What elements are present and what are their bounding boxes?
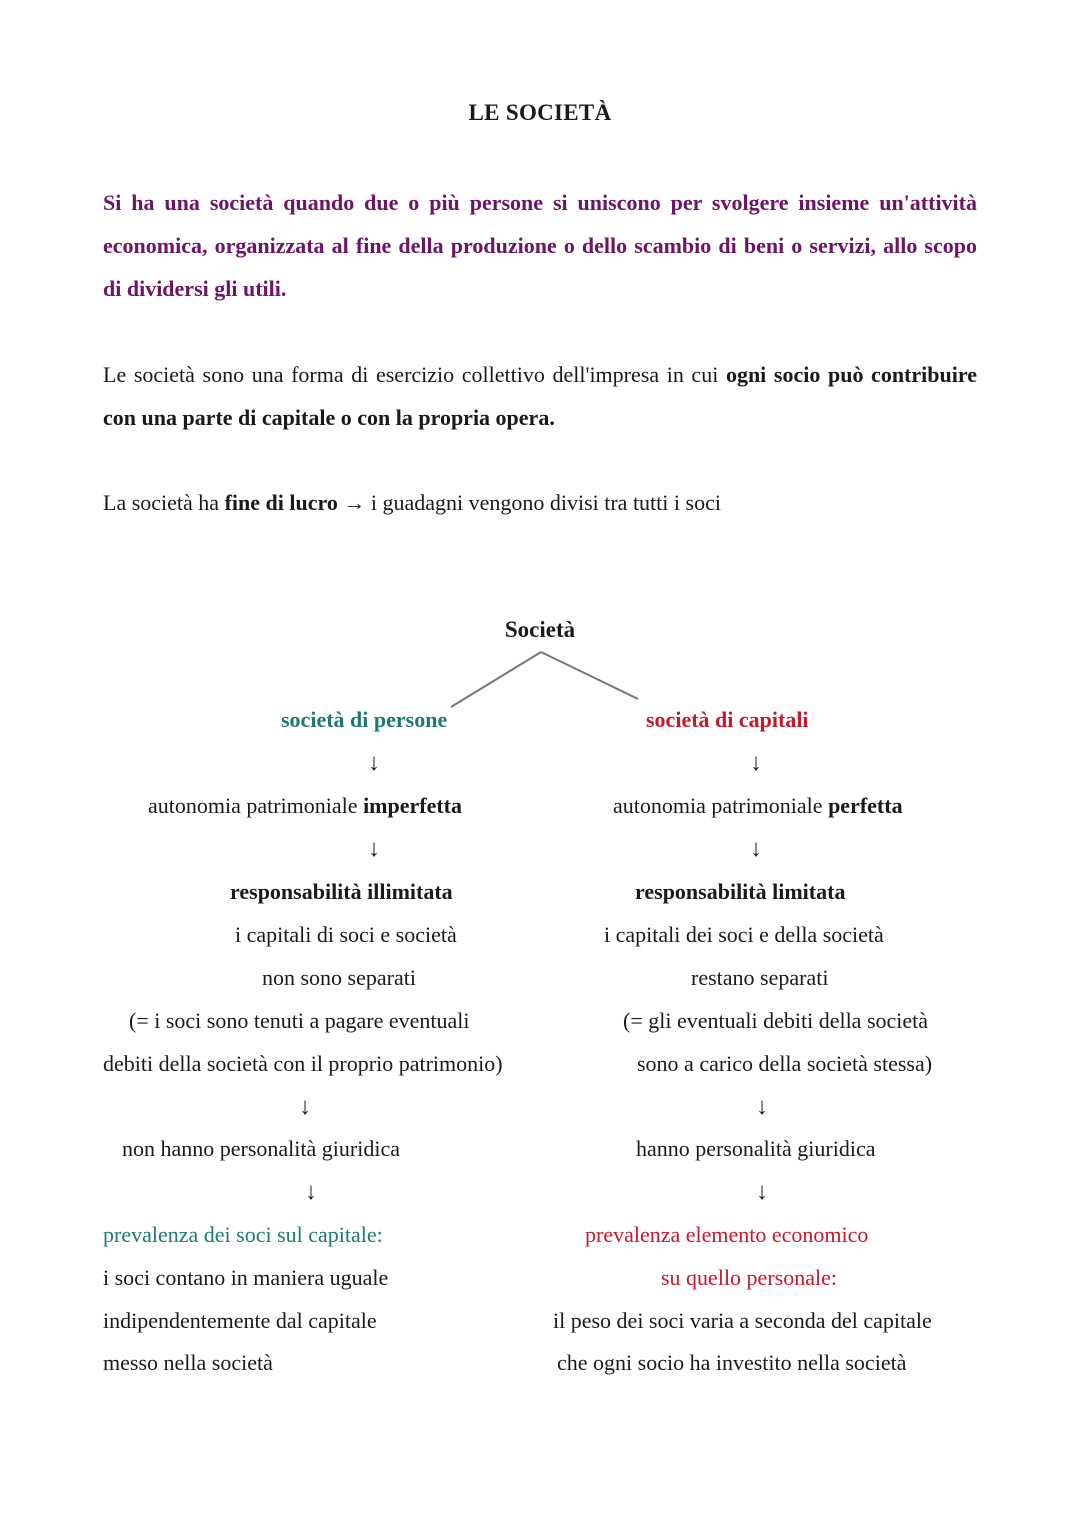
right-autonomy: [613, 791, 903, 821]
right-heading-societa-di-capitali: società di capitali: [646, 707, 809, 732]
autonomy-bold-text: perfetta: [828, 793, 903, 818]
right-note-line-1: (= gli eventuali debiti della società: [623, 1008, 929, 1033]
paragraph-text: Le società sono una forma di esercizio collettivo dell'impresa in cui: [103, 362, 726, 387]
left-capital-line-2: non sono separati: [262, 965, 416, 990]
down-arrow-icon: ↓: [756, 1179, 768, 1205]
left-autonomy: [148, 791, 462, 821]
down-arrow-icon: ↓: [750, 750, 762, 776]
left-prevalence: prevalenza dei soci sul capitale:: [103, 1222, 383, 1247]
left-personality: non hanno personalità giuridica: [122, 1136, 400, 1161]
right-note-line-2: sono a carico della società stessa): [637, 1051, 933, 1076]
right-arrow-icon: →: [343, 490, 366, 515]
down-arrow-icon: ↓: [750, 836, 762, 862]
paragraph-text: La società ha: [103, 490, 225, 515]
autonomy-bold-text: imperfetta: [363, 793, 463, 818]
right-detail-line-1: il peso dei soci varia a seconda del capitale: [553, 1308, 932, 1333]
autonomy-text: autonomia patrimoniale: [613, 793, 829, 818]
down-arrow-icon: ↓: [368, 750, 380, 776]
left-capital-line-1: i capitali di soci e società: [235, 922, 457, 947]
definition-paragraph: Si ha una società quando due o più persone si uniscono per svolgere insieme un'attività economica, organizzata al fine della produzione o dello scambio di beni o servizi, allo scopo di dividersi gli utili.: [103, 190, 977, 301]
paragraph-bold-text: ogni socio può contribuire con una parte di capitale o con la propria opera.: [103, 362, 977, 430]
diagram-root-node: Società: [504, 617, 576, 642]
right-detail-line-2: che ogni socio ha investito nella società: [557, 1350, 907, 1375]
right-personality: hanno personalità giuridica: [636, 1136, 876, 1161]
left-detail-line-3: messo nella società: [103, 1350, 273, 1375]
paragraph-bold-text: fine di lucro: [224, 490, 338, 515]
autonomy-text: autonomia patrimoniale: [148, 793, 364, 818]
right-prevalence-line-1: prevalenza elemento economico: [585, 1222, 869, 1247]
right-capital-line-1: i capitali dei soci e della società: [604, 922, 884, 947]
down-arrow-icon: ↓: [368, 836, 380, 862]
right-capital-line-2: restano separati: [691, 965, 829, 990]
connector-line-left: [451, 652, 541, 707]
left-detail-line-2: indipendentemente dal capitale: [103, 1308, 377, 1333]
paragraph-text: i guadagni vengono divisi tra tutti i soci: [365, 490, 721, 515]
right-responsibility: responsabilità limitata: [635, 879, 846, 904]
left-detail-line-1: i soci contano in maniera uguale: [103, 1265, 389, 1290]
page-title: LE SOCIETÀ: [468, 100, 612, 125]
left-responsibility: responsabilità illimitata: [230, 879, 453, 904]
down-arrow-icon: ↓: [305, 1179, 317, 1205]
left-heading-societa-di-persone: società di persone: [281, 707, 448, 732]
connector-line-right: [541, 652, 638, 699]
right-prevalence-line-2: su quello personale:: [661, 1265, 837, 1290]
down-arrow-icon: ↓: [299, 1094, 311, 1120]
left-note-line-1: (= i soci sono tenuti a pagare eventuali: [129, 1008, 470, 1033]
down-arrow-icon: ↓: [756, 1094, 768, 1120]
left-note-line-2: debiti della società con il proprio patrimonio): [103, 1051, 503, 1076]
